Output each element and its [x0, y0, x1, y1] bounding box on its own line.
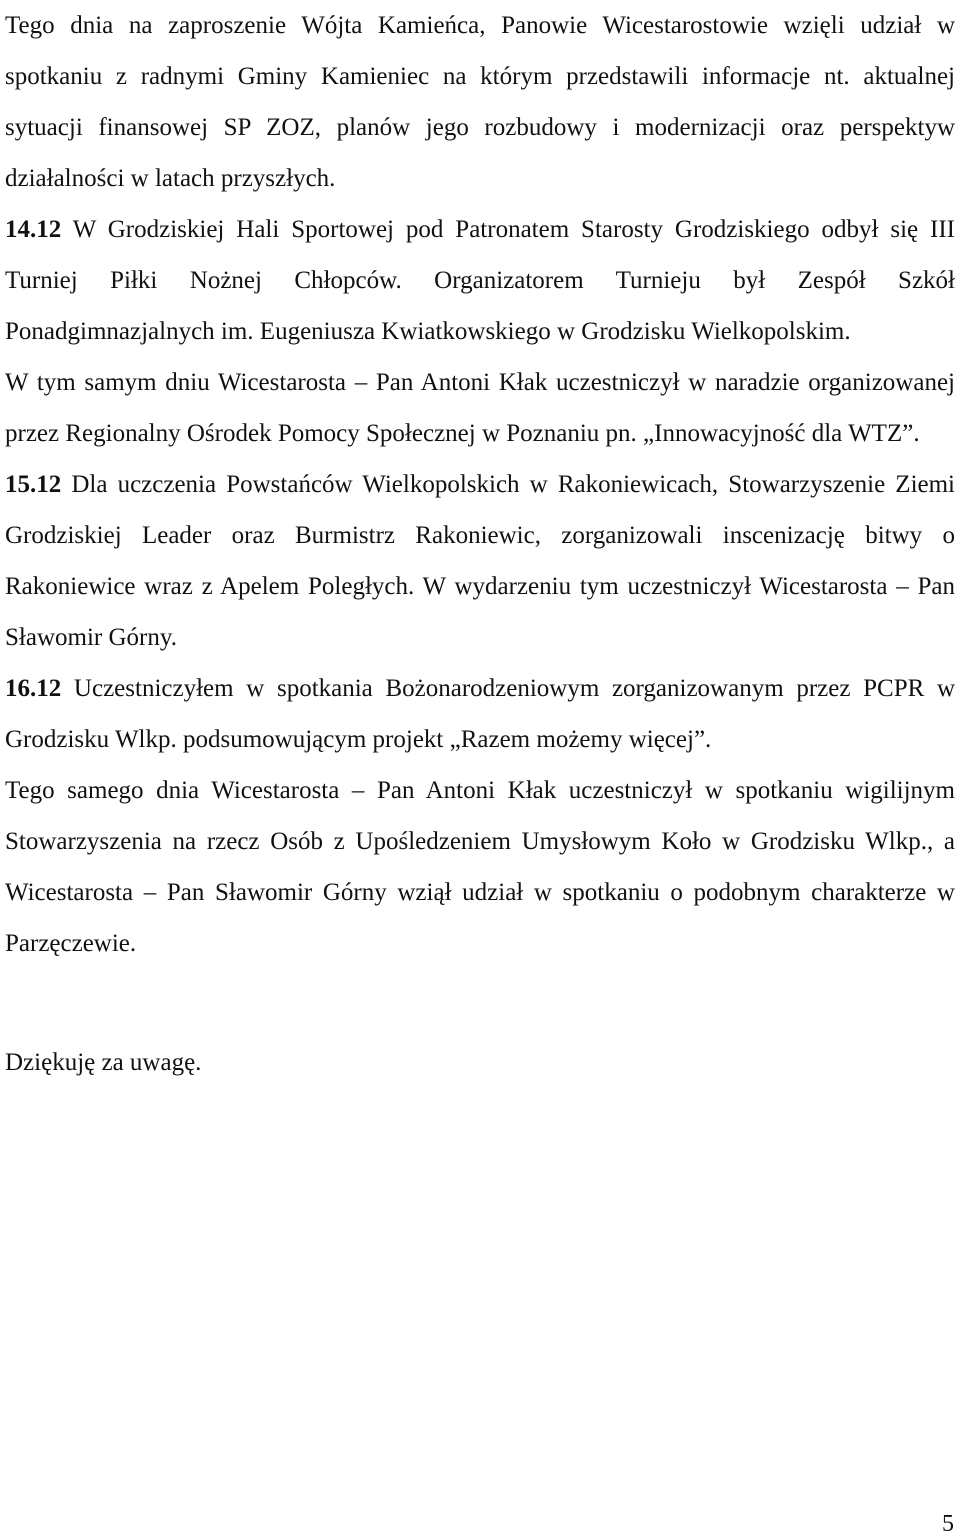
date-lead: 15.12 [5, 471, 62, 498]
paragraph-14-12 [5, 204, 955, 357]
paragraph-text: Tego dnia na zaproszenie Wójta Kamieńca, Panowie Wicestarostowie wzięli udział w spotkaniu z radnymi Gminy Kamieniec na którym przedstawili informacje nt. aktualnej sytuacji finansowej SP ZOZ, planów jego rozbudowy i modernizacji oraz perspektyw działalności w latach przyszłych. [5, 12, 955, 192]
paragraph-meeting-kamieniec [5, 0, 955, 204]
paragraph-text: Uczestniczyłem w spotkania Bożonarodzeniowym zorganizowanym przez PCPR w Grodzisku Wlkp. podsumowującym projekt „Razem możemy więcej”. [5, 675, 955, 753]
closing-thanks: Dziękuję za uwagę. [5, 1049, 202, 1076]
paragraph-naradzie-rops [5, 357, 955, 459]
paragraph-text: Dla uczczenia Powstańców Wielkopolskich w Rakoniewicach, Stowarzyszenie Ziemi Grodziskiej Leader oraz Burmistrz Rakoniewic, zorganizowali inscenizację bitwy o Rakoniewice wraz z Apelem Poległych. W wydarzeniu tym uczestniczył Wicestarosta – Pan Sławomir Górny. [5, 471, 955, 651]
paragraph-text: Tego samego dnia Wicestarosta – Pan Antoni Kłak uczestniczył w spotkaniu wigilijnym Stowarzyszenia na rzecz Osób z Upośledzeniem Umysłowym Koło w Grodzisku Wlkp., a Wicestarosta – Pan Sławomir Górny wziął udział w spotkaniu o podobnym charakterze w Parzęczewie. [5, 777, 955, 957]
paragraph-15-12 [5, 459, 955, 663]
document-page [5, 0, 955, 1088]
paragraph-text: W tym samym dniu Wicestarosta – Pan Antoni Kłak uczestniczył w naradzie organizowanej przez Regionalny Ośrodek Pomocy Społecznej w Poznaniu pn. „Innowacyjność dla WTZ”. [5, 369, 955, 447]
paragraph-16-12 [5, 663, 955, 765]
date-lead: 14.12 [5, 216, 62, 243]
blank-space [5, 969, 955, 1037]
date-lead: 16.12 [5, 675, 62, 702]
paragraph-spotkanie-wigilijne [5, 765, 955, 969]
paragraph-text: W Grodziskiej Hali Sportowej pod Patronatem Starosty Grodziskiego odbył się III Turniej Piłki Nożnej Chłopców. Organizatorem Turnieju był Zespół Szkół Ponadgimnazjalnych im. Eugeniusza Kwiatkowskiego w Grodzisku Wielkopolskim. [5, 216, 955, 345]
page-number: 5 [942, 1511, 954, 1537]
